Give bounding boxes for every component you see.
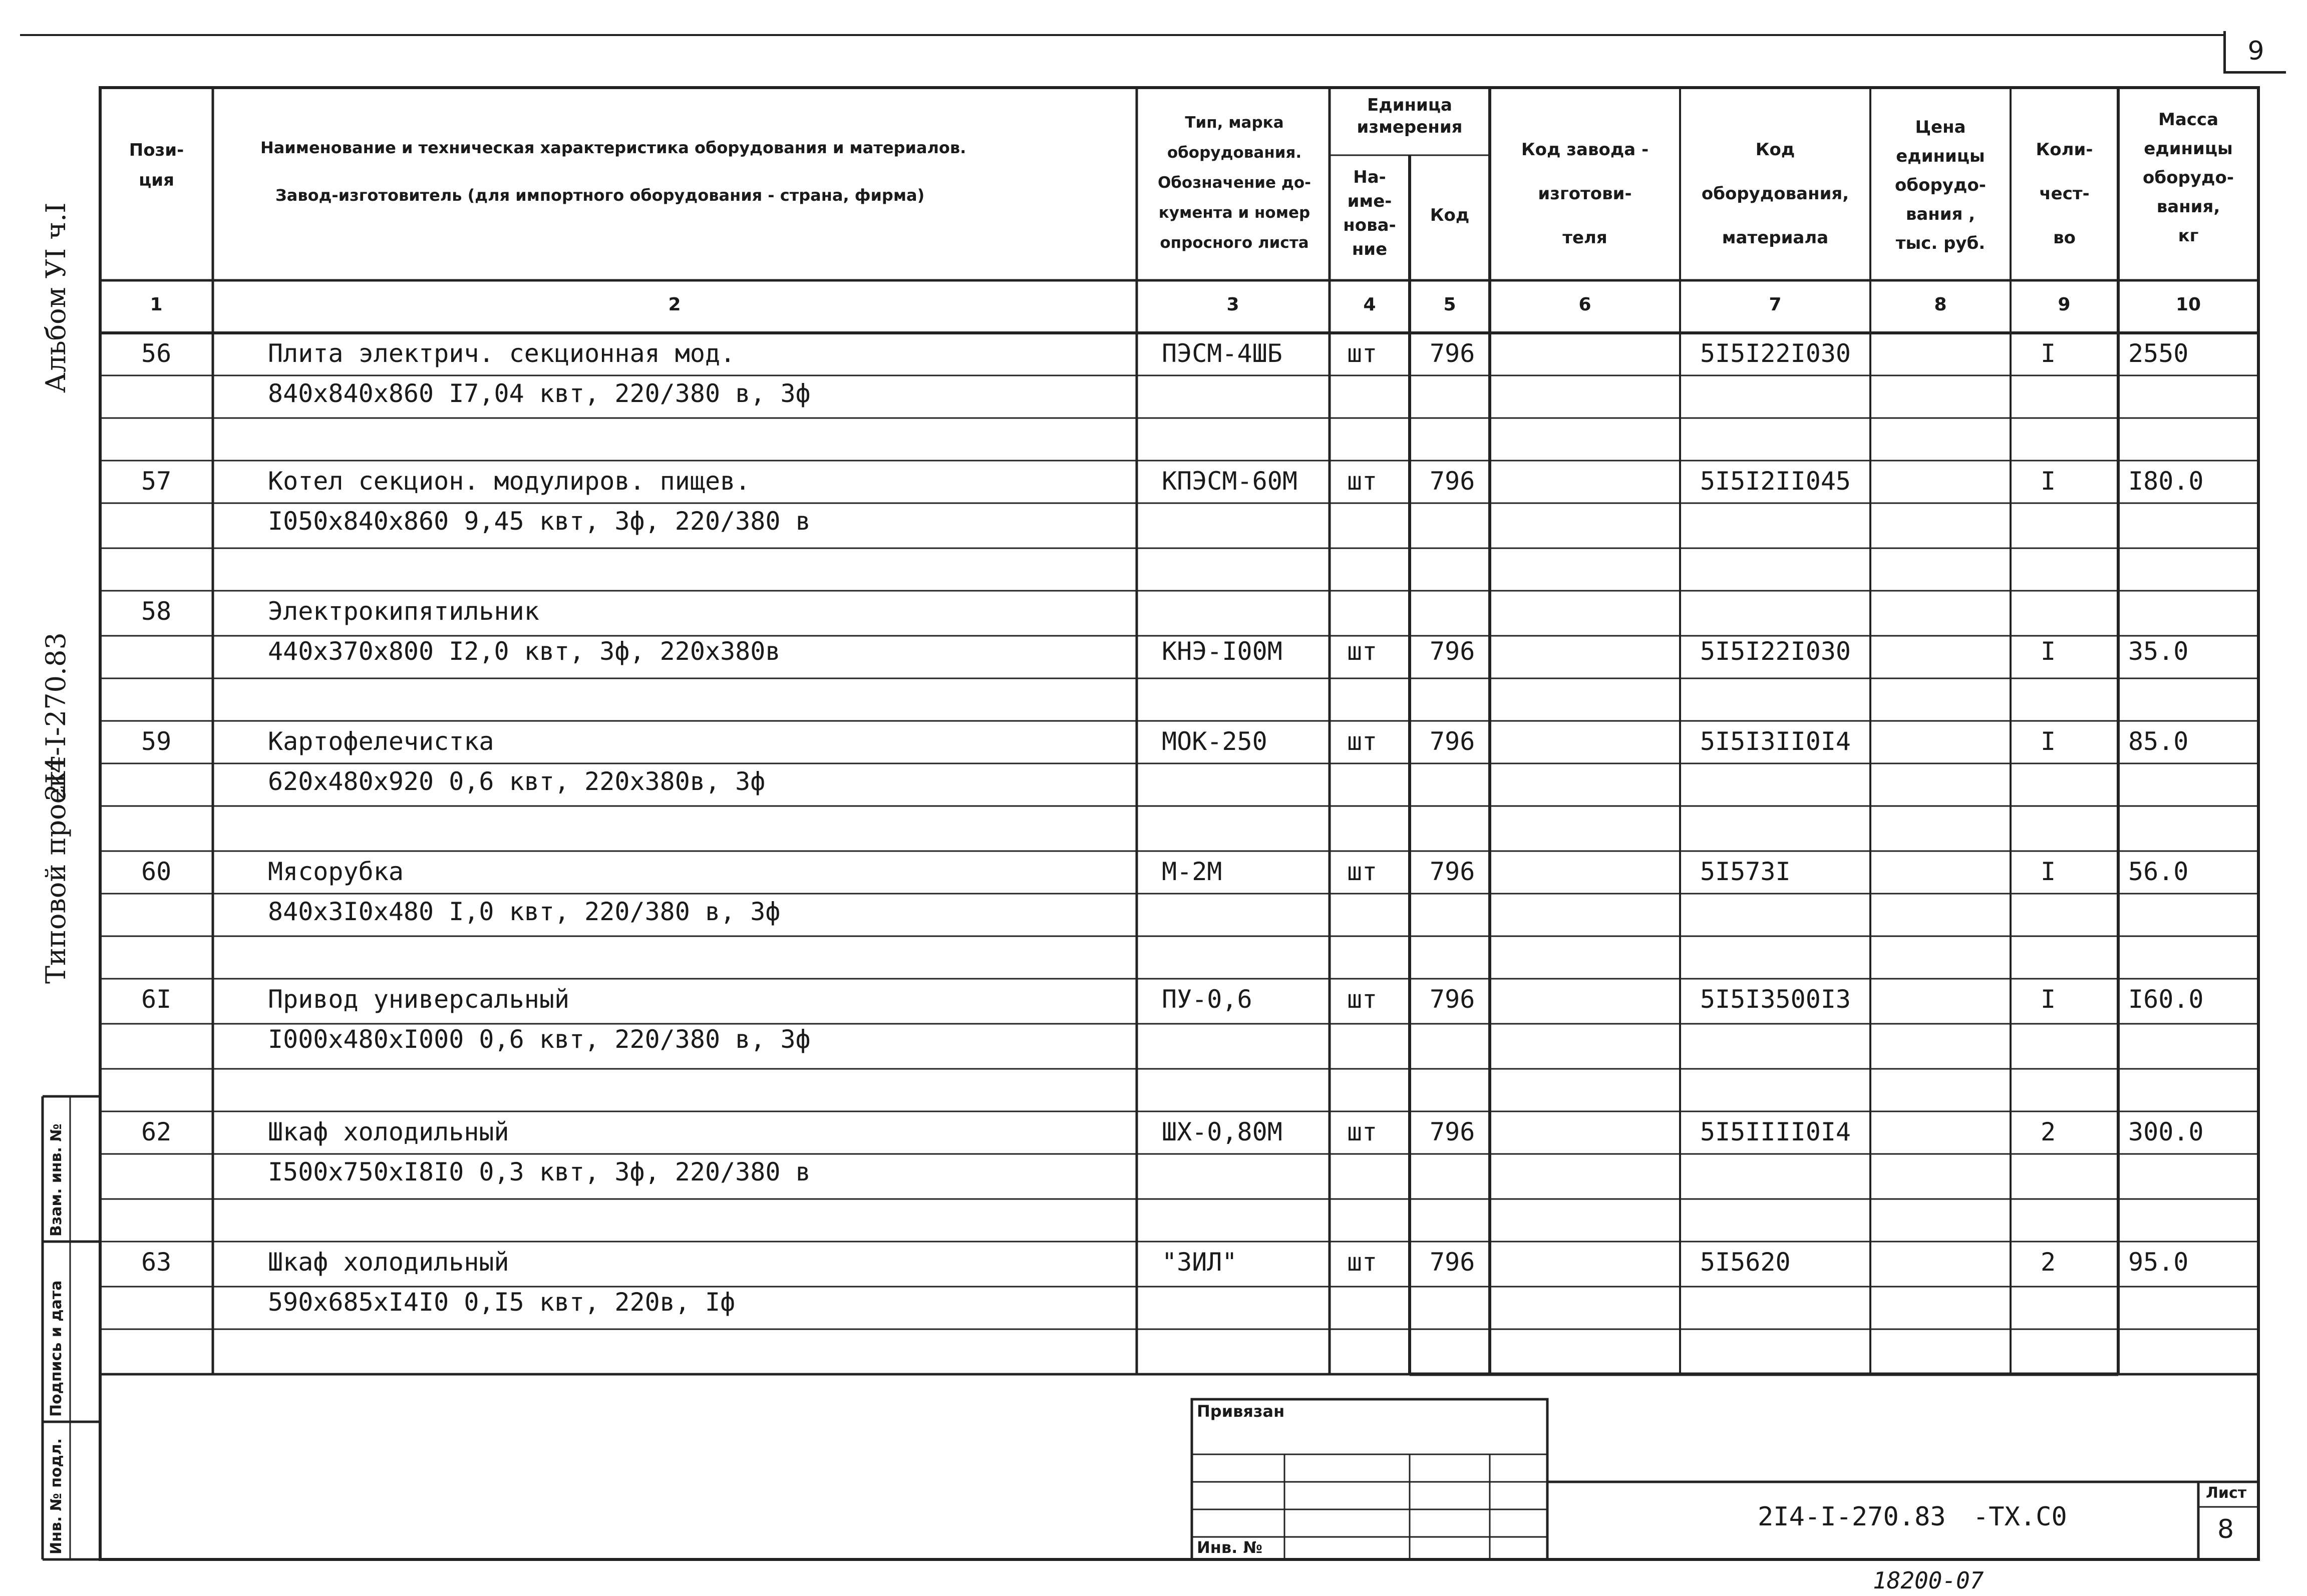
row-qty: I: [2041, 339, 2056, 368]
column-number: 7: [1769, 294, 1782, 315]
row-position: 60: [141, 857, 172, 886]
sheet-number: 9: [2223, 31, 2286, 74]
row-qty: 2: [2041, 1117, 2056, 1146]
row-type: ПЭСМ-4ШБ: [1162, 339, 1282, 368]
title-block-inv-no: Инв. №: [1197, 1538, 1262, 1557]
row-spec: 440х370х800 I2,0 квт, 3ф, 220х380в: [268, 637, 781, 666]
row-type: КНЭ-I00М: [1162, 637, 1282, 666]
row-unit-code: 796: [1430, 857, 1475, 886]
row-name: Котел секцион. модулиров. пищев.: [268, 467, 751, 496]
row-unit: шт: [1347, 727, 1378, 756]
row-mass: I60.0: [2128, 985, 2204, 1014]
row-equip-code: 5I5I22I030: [1700, 339, 1851, 368]
stamp-podpis: Подпись и дата: [48, 1280, 65, 1417]
row-unit-code: 796: [1430, 1248, 1475, 1277]
row-spec: 840х3I0х480 I,0 квт, 220/380 в, 3ф: [268, 897, 781, 926]
row-equip-code: 5I5I2II045: [1700, 467, 1851, 496]
row-mass: 56.0: [2128, 857, 2189, 886]
row-name: Шкаф холодильный: [268, 1248, 509, 1277]
row-unit: шт: [1347, 1117, 1378, 1146]
header-mass: Масса единицы оборудо- вания, кг: [2143, 110, 2234, 246]
row-spec: 620х480х920 0,6 квт, 220х380в, 3ф: [268, 767, 766, 796]
row-spec: 590х685хI4I0 0,I5 квт, 220в, Iф: [268, 1288, 736, 1317]
header-price: Цена единицы оборудо- вания , тыс. руб.: [1895, 117, 1986, 253]
row-unit-code: 796: [1430, 727, 1475, 756]
row-unit: шт: [1347, 637, 1378, 666]
header-name-line1: Наименование и техническая характеристика оборудования и материалов.: [260, 138, 966, 157]
row-mass: 35.0: [2128, 637, 2189, 666]
row-equip-code: 5I5I3500I3: [1700, 985, 1851, 1014]
row-type: "ЗИЛ": [1162, 1248, 1237, 1277]
row-qty: I: [2041, 857, 2056, 886]
row-unit-code: 796: [1430, 339, 1475, 368]
row-equip-code: 5I5I3II0I4: [1700, 727, 1851, 756]
row-name: Картофелечистка: [268, 727, 494, 756]
header-unit-group: Единица измерения: [1357, 95, 1463, 137]
row-name: Привод универсальный: [268, 985, 570, 1014]
row-unit-code: 796: [1430, 1117, 1475, 1146]
row-unit: шт: [1347, 857, 1378, 886]
row-mass: I80.0: [2128, 467, 2204, 496]
row-position: 58: [141, 597, 172, 626]
row-name: Шкаф холодильный: [268, 1117, 509, 1146]
row-mass: 300.0: [2128, 1117, 2204, 1146]
row-qty: I: [2041, 727, 2056, 756]
row-name: Мясорубка: [268, 857, 404, 886]
header-type: Тип, марка оборудования. Обозначение до- кумента и номер опросного листа: [1157, 114, 1311, 252]
header-pos: Пози- ция: [129, 140, 184, 190]
header-factory: Код завода - изготови- теля: [1521, 140, 1649, 248]
row-name: Плита электрич. секционная мод.: [268, 339, 736, 368]
row-unit: шт: [1347, 467, 1378, 496]
row-position: 6I: [141, 985, 172, 1014]
row-qty: 2: [2041, 1248, 2056, 1277]
row-name: Электрокипятильник: [268, 597, 539, 626]
header-name-line2: Завод-изготовитель (для импортного оборудования - страна, фирма): [275, 186, 925, 205]
header-unit-code: Код: [1430, 205, 1470, 225]
row-equip-code: 5I5I22I030: [1700, 637, 1851, 666]
row-spec: I500х750хI8I0 0,3 квт, 3ф, 220/380 в: [268, 1157, 811, 1186]
title-block-privyazan: Привязан: [1197, 1402, 1285, 1421]
column-number: 6: [1578, 294, 1591, 315]
row-unit-code: 796: [1430, 985, 1475, 1014]
list-label: Лист: [2206, 1484, 2247, 1502]
column-number: 5: [1443, 294, 1456, 315]
side-label-album: Альбом УI ч.I: [40, 202, 72, 393]
row-unit-code: 796: [1430, 637, 1475, 666]
row-equip-code: 5I573I: [1700, 857, 1791, 886]
side-label-code: 2I4-I-270.83: [40, 632, 72, 801]
row-qty: I: [2041, 467, 2056, 496]
row-mass: 95.0: [2128, 1248, 2189, 1277]
row-spec: I000х480хI000 0,6 квт, 220/380 в, 3ф: [268, 1025, 811, 1054]
row-type: М-2М: [1162, 857, 1222, 886]
row-equip-code: 5I5620: [1700, 1248, 1791, 1277]
side-label-project: Типовой проект: [40, 755, 72, 984]
column-number: 10: [2175, 294, 2201, 315]
row-type: КПЭСМ-60М: [1162, 467, 1297, 496]
row-position: 56: [141, 339, 172, 368]
row-spec: 840х840х860 I7,04 квт, 220/380 в, 3ф: [268, 379, 811, 408]
column-number: 1: [150, 294, 163, 315]
row-position: 57: [141, 467, 172, 496]
stamp-vzam: Взам. инв. №: [48, 1123, 65, 1237]
row-position: 59: [141, 727, 172, 756]
header-equip-code: Код оборудования, материала: [1701, 140, 1849, 248]
document-suffix: -ТХ.С0: [1973, 1502, 2067, 1532]
handwritten-number: 18200-07: [1873, 1567, 1984, 1594]
stamp-inv: Инв. № подл.: [48, 1438, 65, 1554]
row-type: МОК-250: [1162, 727, 1267, 756]
list-number: 8: [2217, 1514, 2234, 1544]
row-position: 63: [141, 1248, 172, 1277]
row-type: ПУ-0,6: [1162, 985, 1252, 1014]
row-unit: шт: [1347, 985, 1378, 1014]
document-code: 2I4-I-270.83: [1758, 1502, 1946, 1532]
row-qty: I: [2041, 985, 2056, 1014]
column-number: 9: [2058, 294, 2071, 315]
column-number: 4: [1363, 294, 1376, 315]
row-mass: 2550: [2128, 339, 2189, 368]
row-unit: шт: [1347, 1248, 1378, 1277]
column-number: 2: [668, 294, 681, 315]
header-qty: Коли- чест- во: [2036, 140, 2093, 248]
row-unit-code: 796: [1430, 467, 1475, 496]
row-unit: шт: [1347, 339, 1378, 368]
row-equip-code: 5I5IIII0I4: [1700, 1117, 1851, 1146]
row-qty: I: [2041, 637, 2056, 666]
row-spec: I050х840х860 9,45 квт, 3ф, 220/380 в: [268, 507, 811, 536]
row-position: 62: [141, 1117, 172, 1146]
row-mass: 85.0: [2128, 727, 2189, 756]
column-number: 3: [1226, 294, 1239, 315]
row-type: ШХ-0,80М: [1162, 1117, 1282, 1146]
header-unit-name: На- име- нова- ние: [1343, 167, 1396, 259]
column-number: 8: [1934, 294, 1947, 315]
